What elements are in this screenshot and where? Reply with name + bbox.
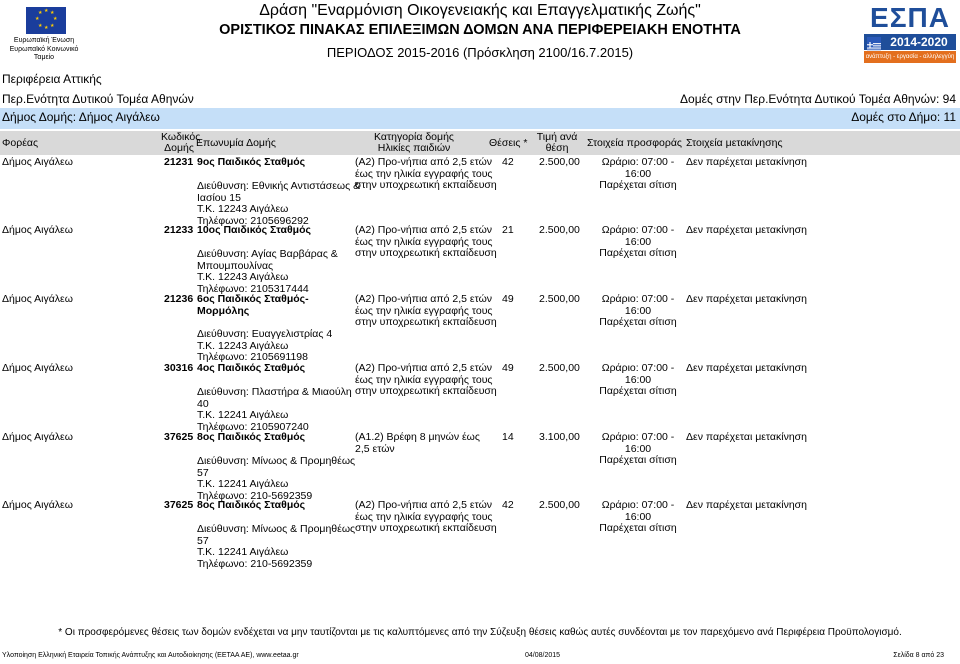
- footer-date: 04/08/2015: [525, 652, 561, 659]
- row-price: 2.500,00: [539, 362, 580, 374]
- row-address: Διεύθυνση: Εθνικής Αντιστάσεως & Ιασίου 15 Τ.Κ. 12243 Αιγάλεω Τηλέφωνο: 2105696292: [197, 180, 361, 227]
- row-price: 2.500,00: [539, 224, 580, 236]
- row-price: 3.100,00: [539, 431, 580, 443]
- row-address: Διεύθυνση: Μίνωος & Προμηθέως 57 Τ.Κ. 12241 Αιγάλεω Τηλέφωνο: 210-5692359: [197, 523, 356, 570]
- row-transport: Δεν παρέχεται μετακίνηση: [686, 499, 807, 511]
- espa-wordmark: ΕΣΠΑ: [870, 2, 950, 33]
- row-foreas: Δήμος Αιγάλεω: [2, 224, 73, 236]
- row-code: 30316: [164, 362, 194, 374]
- row-offer: Ωράριο: 07:00 - 16:00 Παρέχεται σίτιση: [599, 362, 677, 397]
- greek-flag-icon: [867, 37, 881, 47]
- row-transport: Δεν παρέχεται μετακίνηση: [686, 362, 807, 374]
- row-transport: Δεν παρέχεται μετακίνηση: [686, 431, 807, 443]
- row-seats: 21: [502, 224, 514, 236]
- region-label: Περιφέρεια Αττικής: [2, 72, 102, 86]
- row-seats: 42: [502, 499, 514, 511]
- row-transport: Δεν παρέχεται μετακίνηση: [686, 293, 807, 305]
- espa-years: 2014-2020: [890, 35, 948, 49]
- row-name: 8ος Παιδικός Σταθμός: [197, 499, 306, 511]
- row-address: Διεύθυνση: Πλαστήρα & Μιαούλη 40 Τ.Κ. 12241 Αιγάλεω Τηλέφωνο: 2105907240: [197, 386, 352, 433]
- row-category: (Α2) Προ-νήπια από 2,5 ετών έως την ηλικία εγγραφής τους στην υποχρεωτική εκπαίδευση: [355, 499, 497, 534]
- period-title: ΠΕΡΙΟΔΟΣ 2015-2016 (Πρόσκληση 2100/16.7.2015): [326, 45, 634, 60]
- col-transport: Στοιχεία μετακίνησης: [686, 137, 783, 149]
- row-address: Διεύθυνση: Μίνωος & Προμηθέως 57 Τ.Κ. 12241 Αιγάλεω Τηλέφωνο: 210-5692359: [197, 455, 356, 502]
- row-address: Διεύθυνση: Αγίας Βαρβάρας & Μπουμπουλίνας Τ.Κ. 12243 Αιγάλεω Τηλέφωνο: 2105317444: [197, 248, 338, 295]
- row-category: (Α1.2) Βρέφη 8 μηνών έως 2,5 ετών: [355, 431, 480, 455]
- row-offer: Ωράριο: 07:00 - 16:00 Παρέχεται σίτιση: [599, 224, 677, 259]
- municipality-count: Δομές στο Δήμο: 11: [851, 110, 956, 124]
- row-foreas: Δήμος Αιγάλεω: [2, 499, 73, 511]
- row-name: 10ος Παιδικός Σταθμός: [197, 224, 311, 236]
- row-name: 9ος Παιδικός Σταθμός: [197, 156, 306, 168]
- row-name: 4ος Παιδικός Σταθμός: [197, 362, 306, 374]
- row-code: 37625: [164, 499, 194, 511]
- row-offer: Ωράριο: 07:00 - 16:00 Παρέχεται σίτιση: [599, 431, 677, 466]
- page-title: Δράση "Εναρμόνιση Οικογενειακής και Επαγγελματικής Ζωής": [259, 2, 701, 19]
- municipality-label: Δήμος Δομής: Δήμος Αιγάλεω: [2, 110, 160, 124]
- col-code: Κωδικός Δομής: [161, 131, 201, 154]
- row-foreas: Δήμος Αιγάλεω: [2, 293, 73, 305]
- espa-slogan: ανάπτυξη - εργασία - αλληλεγγύη: [864, 51, 956, 63]
- row-price: 2.500,00: [539, 156, 580, 168]
- col-seats: Θέσεις *: [489, 137, 528, 149]
- row-name: 6ος Παιδικός Σταθμός- Μορμόλης: [197, 293, 309, 317]
- row-code: 21236: [164, 293, 194, 305]
- row-category: (Α2) Προ-νήπια από 2,5 ετών έως την ηλικία εγγραφής τους στην υποχρεωτική εκπαίδευση: [355, 293, 497, 328]
- row-category: (Α2) Προ-νήπια από 2,5 ετών έως την ηλικία εγγραφής τους στην υποχρεωτική εκπαίδευση: [355, 156, 497, 191]
- row-address: Διεύθυνση: Ευαγγελιστρίας 4 Τ.Κ. 12243 Αιγάλεω Τηλέφωνο: 2105691198: [197, 328, 333, 363]
- row-foreas: Δήμος Αιγάλεω: [2, 362, 73, 374]
- row-offer: Ωράριο: 07:00 - 16:00 Παρέχεται σίτιση: [599, 499, 677, 534]
- regional-unit-count: Δομές στην Περ.Ενότητα Δυτικού Τομέα Αθηνών: 94: [680, 92, 956, 106]
- row-transport: Δεν παρέχεται μετακίνηση: [686, 156, 807, 168]
- row-seats: 14: [502, 431, 514, 443]
- row-foreas: Δήμος Αιγάλεω: [2, 431, 73, 443]
- row-transport: Δεν παρέχεται μετακίνηση: [686, 224, 807, 236]
- row-seats: 49: [502, 293, 514, 305]
- row-code: 37625: [164, 431, 194, 443]
- col-category: Κατηγορία δομής Ηλικίες παιδιών: [374, 131, 454, 154]
- row-offer: Ωράριο: 07:00 - 16:00 Παρέχεται σίτιση: [599, 293, 677, 328]
- row-seats: 42: [502, 156, 514, 168]
- row-name: 8ος Παιδικός Σταθμός: [197, 431, 306, 443]
- regional-unit-label: Περ.Ενότητα Δυτικού Τομέα Αθηνών: [2, 92, 194, 106]
- espa-logo: [864, 2, 956, 64]
- row-code: 21233: [164, 224, 194, 236]
- row-price: 2.500,00: [539, 499, 580, 511]
- eu-fund-caption: Ευρωπαϊκό Κοινωνικό Ταμείο: [9, 46, 79, 61]
- col-foreas: Φορέας: [2, 137, 39, 149]
- page-subtitle: ΟΡΙΣΤΙΚΟΣ ΠΙΝΑΚΑΣ ΕΠΙΛΕΞΙΜΩΝ ΔΟΜΩΝ ΑΝΑ ΠΕΡΙΦΕΡΕΙΑΚΗ ΕΝΟΤΗΤΑ: [219, 22, 741, 38]
- row-offer: Ωράριο: 07:00 - 16:00 Παρέχεται σίτιση: [599, 156, 677, 191]
- row-seats: 49: [502, 362, 514, 374]
- footer-credit: Υλοποίηση Ελληνική Εταιρεία Τοπικής Ανάπτυξης και Αυτοδιοίκησης (ΕΕΤΑΑ ΑΕ), www.eetaa.gr: [2, 652, 299, 659]
- table-header: [0, 131, 960, 155]
- row-foreas: Δήμος Αιγάλεω: [2, 156, 73, 168]
- col-offer: Στοιχεία προσφοράς: [587, 137, 682, 149]
- eu-caption: Ευρωπαϊκή Ένωση: [13, 37, 75, 44]
- row-price: 2.500,00: [539, 293, 580, 305]
- col-name: Επωνυμία Δομής: [196, 137, 276, 149]
- footnote: * Οι προσφερόμενες θέσεις των δομών ενδέχεται να μην ταυτίζονται με τις καλυπτόμενες από την Σύζευξη θέσεις καθώς αυτές συνδέονται με τον παρεχόμενο ανά Περιφέρεια Προϋπολογισμό.: [58, 627, 902, 638]
- col-price: Τιμή ανά θέση: [536, 131, 578, 154]
- row-code: 21231: [164, 156, 194, 168]
- footer-page-number: Σελίδα 8 από 23: [893, 652, 944, 659]
- row-category: (Α2) Προ-νήπια από 2,5 ετών έως την ηλικία εγγραφής τους στην υποχρεωτική εκπαίδευση: [355, 224, 497, 259]
- row-category: (Α2) Προ-νήπια από 2,5 ετών έως την ηλικία εγγραφής τους στην υποχρεωτική εκπαίδευση: [355, 362, 497, 397]
- eu-flag-icon: ★ ★ ★ ★ ★ ★ ★ ★: [26, 7, 66, 34]
